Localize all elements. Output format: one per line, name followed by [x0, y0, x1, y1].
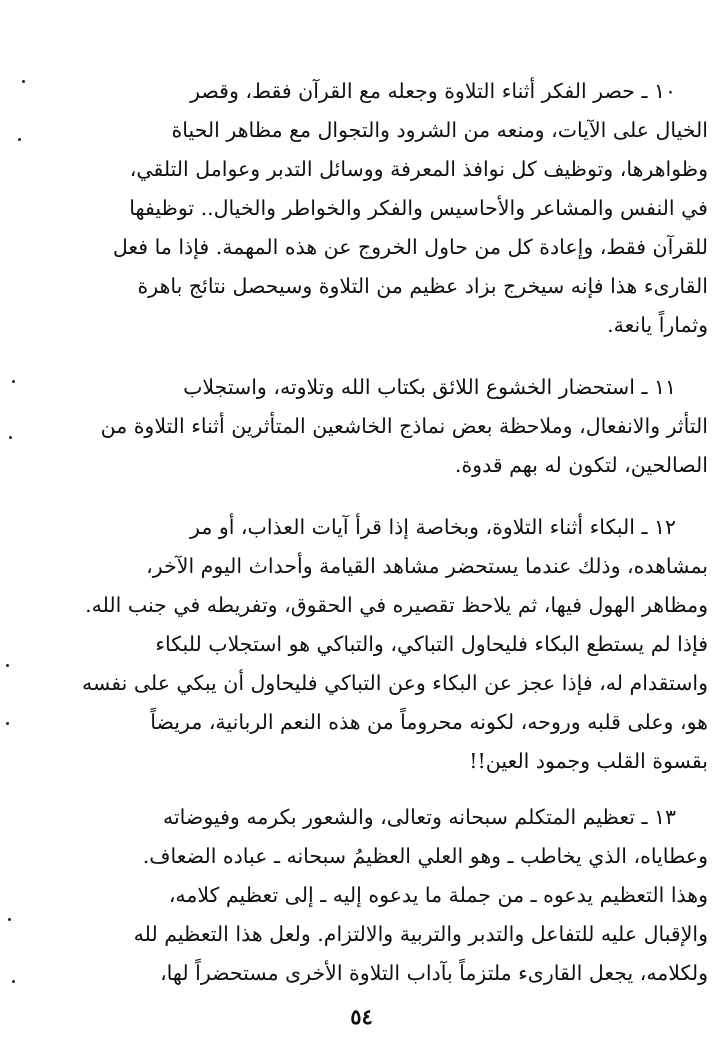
text-line: الخيال على الآيات، ومنعه من الشرود والتجوال مع مظاهر الحياة: [171, 118, 708, 142]
text-line: فإذا لم يستطع البكاء فليحاول التباكي، والتباكي هو استجلاب للبكاء: [155, 632, 708, 656]
paragraph-13: [68, 798, 708, 993]
text-line: وظواهرها، وتوظيف كل نوافذ المعرفة ووسائل التدبر وعوامل التلقي،: [129, 157, 708, 181]
paragraph-10: [68, 72, 708, 345]
text-line: الصالحين، لتكون له بهم قدوة.: [454, 453, 708, 477]
scan-speck: [12, 980, 15, 983]
paragraph-11: [68, 368, 708, 485]
text-line: ومظاهر الهول فيها، ثم يلاحظ تقصيره في الحقوق، وتفريطه في جنب الله.: [85, 593, 708, 617]
text-line: للقرآن فقط، وإعادة كل من حاول الخروج عن هذه المهمة. فإذا ما فعل: [112, 235, 708, 259]
text-line: ١٠ ـ حصر الفكر أثناء التلاوة وجعله مع القرآن فقط، وقصر: [190, 79, 676, 103]
scan-speck: [18, 138, 21, 141]
scan-speck: [12, 380, 15, 383]
text-line: القارىء هذا فإنه سيخرج بزاد عظيم من التلاوة وسيحصل نتائج باهرة: [137, 274, 708, 298]
text-line: ١١ ـ استحضار الخشوع اللائق بكتاب الله وتلاوته، واستجلاب: [183, 375, 676, 399]
text-line: وثماراً يانعة.: [607, 313, 708, 337]
text-line: ١٢ ـ البكاء أثناء التلاوة، وبخاصة إذا قرأ آيات العذاب، أو مر: [190, 515, 676, 539]
text-line: بقسوة القلب وجمود العين!!: [469, 749, 708, 773]
text-line: ١٣ ـ تعظيم المتكلم سبحانه وتعالى، والشعور بكرمه وفيوضاته: [162, 805, 676, 829]
page-number: ٥٤: [350, 1004, 373, 1029]
text-line: بمشاهده، وذلك عندما يستحضر مشاهد القيامة وأحداث اليوم الآخر،: [146, 554, 708, 578]
scan-speck: [6, 722, 9, 725]
text-line: وعطاياه، الذي يخاطب ـ وهو العلي العظيمُ سبحانه ـ عباده الضعاف.: [142, 844, 708, 868]
text-line: واستقدام له، فإذا عجز عن البكاء وعن التباكي فليحاول أن يبكي على نفسه: [81, 671, 708, 695]
text-line: التأثر والانفعال، وملاحظة بعض نماذج الخاشعين المتأثرين أثناء التلاوة من: [100, 414, 708, 438]
paragraph-12: [68, 508, 708, 781]
scan-speck: [6, 664, 9, 667]
scan-speck: [8, 918, 11, 921]
text-line: هو، وعلى قلبه وروحه، لكونه محروماً من هذه النعم الربانية، مريضاً: [150, 710, 708, 734]
scan-speck: [22, 80, 25, 83]
text-line: وهذا التعظيم يدعوه ـ من جملة ما يدعوه إليه ـ إلى تعظيم كلامه،: [168, 883, 708, 907]
text-line: في النفس والمشاعر والأحاسيس والفكر والخواطر والخيال.. توظيفها: [129, 196, 708, 220]
text-line: ولكلامه، يجعل القارىء ملتزماً بآداب التلاوة الأخرى مستحضراً لها،: [160, 961, 708, 985]
scan-speck: [9, 436, 12, 439]
text-line: والإقبال عليه للتفاعل والتدبر والتربية والالتزام. ولعل هذا التعظيم لله: [133, 922, 708, 946]
